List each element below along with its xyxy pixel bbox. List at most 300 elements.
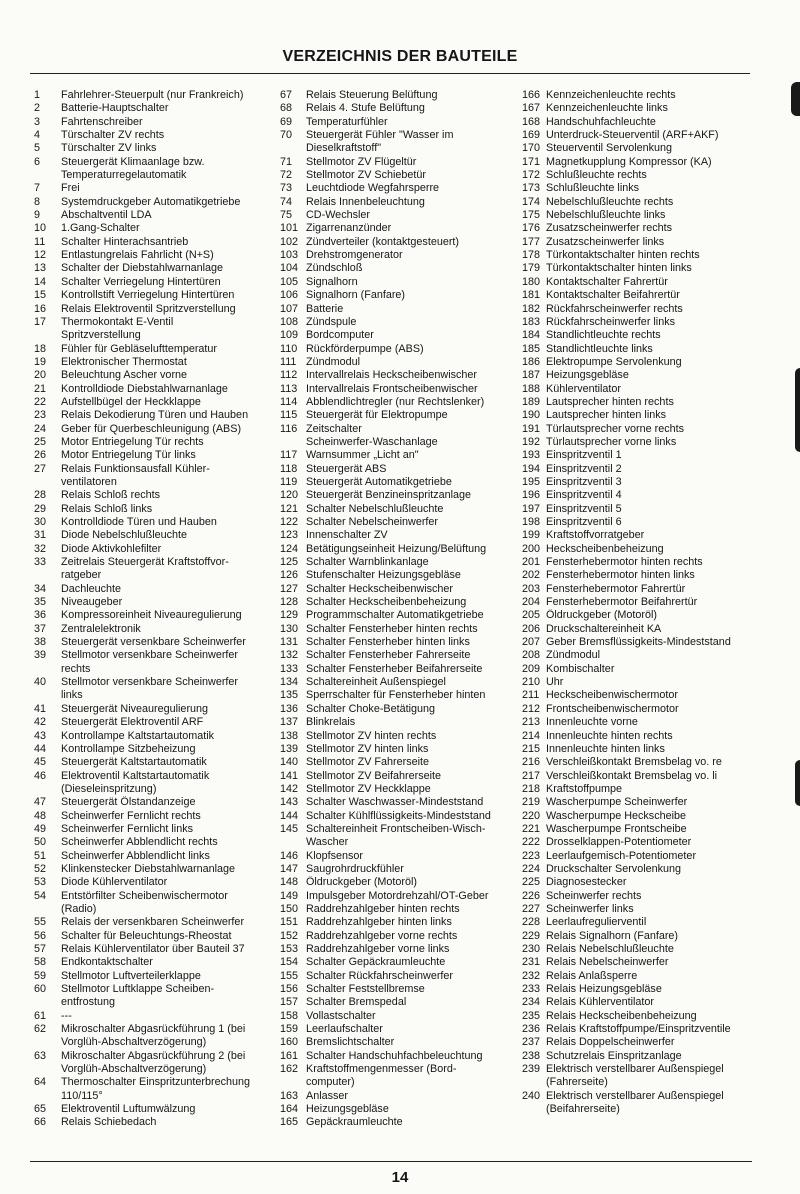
part-label: Einspritzventil 4 [546,489,622,502]
part-label: rechts [61,662,91,675]
part-entry [522,970,784,983]
part-label: Schalter der Diebstahlwarnanlage [61,262,224,275]
parts-column-2 [280,89,526,1130]
part-number: 102 [280,235,299,248]
part-entry [522,543,784,556]
part-entry [280,636,526,649]
part-entry [34,129,282,142]
part-number: 223 [522,849,541,862]
part-label: Vorglüh-Abschaltverzögerung) [61,1036,207,1049]
part-number: 198 [522,516,541,528]
part-number: 122 [280,516,299,528]
part-entry [280,236,526,249]
part-entry [522,983,784,996]
part-label: Gepäckraumleuchte [306,1116,403,1129]
part-entry [522,222,784,235]
part-entry [280,1076,526,1089]
part-entry [280,1090,526,1103]
part-label: Mikroschalter Abgasrückführung 2 (bei [61,1049,246,1062]
part-entry [34,1116,282,1129]
part-number: 210 [522,676,541,689]
part-number: 154 [280,956,299,969]
part-entry [522,1010,784,1023]
part-label: Innenleuchte hinten links [546,742,665,755]
part-label: Steuergerät Ölstandanzeige [61,796,196,809]
part-entry [34,489,282,502]
part-label: Steuergerät versenkbare Scheinwerfer [61,636,246,649]
part-label: Lautsprecher hinten links [546,409,667,422]
part-entry [522,209,784,222]
part-number: 71 [280,155,293,168]
part-label: Niveaugeber [61,596,123,609]
page-number: 14 [391,1169,409,1186]
part-number: 205 [522,609,541,622]
part-entry [522,156,784,169]
part-number: 53 [34,876,47,889]
part-number: 107 [280,302,299,315]
part-number: 25 [34,435,47,448]
part-entry [280,129,526,142]
part-number: 64 [34,1076,47,1089]
part-entry [522,236,784,249]
part-label: Scheinwerfer rechts [546,889,642,902]
part-label: ratgeber [61,569,102,582]
part-entry [34,983,282,996]
part-label: 1.Gang-Schalter [61,222,140,235]
part-number: 40 [34,676,47,689]
part-entry [34,102,282,115]
part-number: 68 [280,102,293,115]
part-number: 233 [522,983,541,996]
part-number: 46 [34,769,47,782]
part-label: Zigarrenanzünder [306,222,392,235]
part-entry [34,463,282,476]
part-entry [522,343,784,356]
part-entry [522,1090,784,1103]
part-label: Schalter Heckscheibenbeheizung [306,596,467,609]
part-number: 17 [34,315,47,328]
part-entry [522,476,784,489]
part-number [34,783,61,796]
part-number: 22 [34,395,47,408]
part-number: 237 [522,1036,541,1049]
part-label: Schalter für Beleuchtungs-Rheostat [61,929,232,942]
part-number: 128 [280,596,299,609]
part-label: Motor Entriegelung Tür links [61,449,196,462]
part-number: 151 [280,916,299,929]
part-number: 137 [280,716,299,729]
part-entry [522,569,784,582]
part-label: entfrostung [61,996,116,1009]
part-entry [280,1116,526,1129]
part-entry [522,449,784,462]
part-entry [34,970,282,983]
part-label: Anlasser [306,1089,349,1102]
part-entry [280,783,526,796]
part-number: 152 [280,929,299,942]
part-number: 10 [34,222,47,235]
part-label: Diagnosestecker [546,876,627,889]
part-label: Diode Kühlerventilator [61,876,168,889]
part-number: 215 [522,742,541,755]
part-entry [280,156,526,169]
part-number: 189 [522,395,541,408]
part-entry [34,316,282,329]
part-label: Programmschalter Automatikgetriebe [306,609,484,622]
part-entry [522,703,784,716]
part-entry [280,996,526,1009]
part-label: Stellmotor Luftklappe Scheiben- [61,983,215,996]
part-entry [34,1103,282,1116]
part-label: Steuergerät ABS [306,462,387,475]
part-label: Stellmotor ZV Schiebetür [306,169,427,182]
part-number: 44 [34,742,47,755]
part-label: Thermoschalter Einspritzunterbrechung [61,1076,251,1089]
part-label: Diode Aktivkohlefilter [61,542,162,555]
part-number: 234 [522,996,541,1009]
part-number: 43 [34,729,47,742]
part-label: Kontrolldiode Türen und Hauben [61,516,217,528]
part-number: 132 [280,649,299,662]
part-label: Relais Innenbeleuchtung [306,195,425,208]
part-number: 105 [280,275,299,288]
part-entry [280,970,526,983]
part-number: 180 [522,275,541,288]
part-label: Steuergerät Kaltstartautomatik [61,756,207,769]
part-label: Schalter Handschuhfachbeleuchtung [306,1049,483,1062]
part-number: 239 [522,1063,541,1076]
binding-mark [791,82,800,116]
part-label: Stellmotor ZV Fahrerseite [306,756,430,769]
part-number: 170 [522,142,541,155]
part-entry [280,716,526,729]
part-label: Motor Entriegelung Tür rechts [61,435,204,448]
part-label: Stellmotor Luftverteilerklappe [61,969,201,982]
part-label: (Radio) [61,902,97,915]
part-entry [522,810,784,823]
part-number: 211 [522,689,540,702]
part-entry [34,343,282,356]
part-entry [34,956,282,969]
part-label: Rückfahrscheinwerfer rechts [546,302,683,315]
part-entry [280,649,526,662]
part-label: Schalter Verriegelung Hintertüren [61,275,221,288]
part-entry [34,142,282,155]
part-number: 14 [34,275,47,288]
part-entry [280,209,526,222]
part-label: Relais Doppelscheinwerfer [546,1036,675,1049]
part-label: Scheinwerfer-Waschanlage [306,435,438,448]
part-entry [522,303,784,316]
part-number: 26 [34,449,47,462]
part-number: 51 [34,849,47,862]
part-entry [34,303,282,316]
part-label: Drosselklappen-Potentiometer [546,836,692,849]
part-entry [280,890,526,903]
part-number: 222 [522,836,541,849]
part-number: 27 [34,462,47,475]
part-entry [522,516,784,529]
part-entry [522,503,784,516]
part-label: Stellmotor ZV Beifahrerseite [306,769,442,782]
part-number: 185 [522,342,541,355]
part-entry [34,529,282,542]
part-entry [280,529,526,542]
part-entry [522,956,784,969]
part-label: Scheinwerfer Abblendlicht links [61,849,210,862]
part-label: Drehstromgenerator [306,249,403,262]
part-number: 227 [522,902,541,915]
part-number: 221 [522,822,541,835]
part-number: 12 [34,249,47,262]
part-entry [280,983,526,996]
part-number: 219 [522,796,541,809]
part-label: Einspritzventil 3 [546,475,622,488]
part-entry [34,703,282,716]
part-entry [280,423,526,436]
part-number: 115 [280,409,298,422]
part-label: Elektroventil Luftumwälzung [61,1103,196,1116]
part-number [34,996,61,1009]
part-entry [522,102,784,115]
part-number: 59 [34,969,47,982]
top-rule [30,73,750,74]
part-number [34,1063,61,1076]
part-entry [522,489,784,502]
part-entry [34,756,282,769]
part-entry [280,943,526,956]
part-number: 28 [34,489,47,502]
part-number: 61 [34,1009,47,1022]
part-label: Stufenschalter Heizungsgebläse [306,569,461,582]
part-entry [34,289,282,302]
part-label: Stellmotor versenkbare Scheinwerfer [61,649,239,662]
part-number [34,1090,61,1103]
part-label: Einspritzventil 6 [546,516,622,528]
part-label: Thermokontakt E-Ventil [61,315,174,328]
part-number: 165 [280,1116,299,1129]
part-number: 181 [522,289,541,302]
part-label: Raddrehzahlgeber vorne rechts [306,929,458,942]
part-label: Elektropumpe Servolenkung [546,355,682,368]
part-label: Raddrehzahlgeber hinten rechts [306,902,460,915]
part-number: 13 [34,262,47,275]
part-label: Leerlaufschalter [306,1023,383,1036]
part-number: 195 [522,475,541,488]
part-entry [34,396,282,409]
part-label: Relais Heckscheibenbeheizung [546,1009,697,1022]
part-number: 35 [34,596,47,609]
part-label: Temperaturfühler [306,115,388,128]
part-entry [522,916,784,929]
part-number: 112 [280,369,298,382]
part-number: 55 [34,916,47,929]
part-entry [522,169,784,182]
part-label: Fensterhebermotor hinten links [546,569,695,582]
part-entry [34,996,282,1009]
part-entry [522,836,784,849]
part-entry [522,996,784,1009]
part-entry [280,196,526,209]
part-entry [522,463,784,476]
part-entry [522,276,784,289]
part-number: 21 [34,382,47,395]
part-entry [280,596,526,609]
part-label: Kontrollampe Kaltstartautomatik [61,729,215,742]
part-entry [522,196,784,209]
part-number: 58 [34,956,47,969]
part-entry [280,489,526,502]
part-number: 29 [34,502,47,515]
part-label: Relais Funktionsausfall Kühler- [61,462,210,475]
part-entry [522,583,784,596]
part-label: Schalter Feststellbremse [306,983,425,996]
part-number: 166 [522,89,541,101]
part-label: ventilatoren [61,475,117,488]
part-label: Schalter Fensterheber hinten links [306,636,470,649]
part-label: Wascherpumpe Frontscheibe [546,822,687,835]
part-number: 197 [522,502,541,515]
binding-mark [795,368,800,452]
part-number: 101 [280,222,299,235]
part-entry [522,743,784,756]
part-label: Relais Signalhorn (Fanfare) [546,929,679,942]
part-number [34,1036,61,1049]
part-label: Einspritzventil 1 [546,449,622,462]
part-number: 240 [522,1089,541,1102]
part-label: Elektroventil Kaltstartautomatik [61,769,210,782]
part-label: Steuergerät Fühler "Wasser im [306,129,454,142]
part-label: Aufstellbügel der Heckklappe [61,395,201,408]
part-label: Zusatzscheinwerfer rechts [546,222,673,235]
part-label: Entlastungrelais Fahrlicht (N+S) [61,249,214,262]
part-entry [522,930,784,943]
part-number: 188 [522,382,541,395]
part-label: Steuergerät Automatikgetriebe [306,475,452,488]
part-label: Intervallrelais Frontscheibenwischer [306,382,478,395]
part-entry [280,369,526,382]
part-label: Bremslichtschalter [306,1036,395,1049]
part-number: 191 [522,422,541,435]
part-entry [280,743,526,756]
part-label: Heckscheibenbeheizung [546,542,664,555]
parts-column-3 [522,89,784,1116]
part-number: 224 [522,862,541,875]
part-entry [522,89,784,102]
bottom-rule [30,1161,752,1162]
part-number: 69 [280,115,293,128]
part-label: Zündverteiler (kontaktgesteuert) [306,235,460,248]
part-label: Frei [61,182,80,195]
part-number: 120 [280,489,299,502]
part-number: 238 [522,1049,541,1062]
part-label: Kennzeichenleuchte rechts [546,89,676,101]
part-label: Relais Kühlerventilator [546,996,655,1009]
part-entry [34,356,282,369]
part-number: 145 [280,822,299,835]
part-label: Standlichtleuchte links [546,342,653,355]
part-label: Systemdruckgeber Automatikgetriebe [61,195,241,208]
part-label: Saugrohrdruckfühler [306,862,404,875]
part-label: Blinkrelais [306,716,356,729]
part-label: links [61,689,83,702]
part-number: 108 [280,315,299,328]
part-entry [34,383,282,396]
part-number: 9 [34,209,41,222]
part-label: Relais Schloß rechts [61,489,161,502]
part-entry [280,396,526,409]
part-number: 36 [34,609,47,622]
part-number: 72 [280,169,293,182]
part-number: 184 [522,329,541,342]
part-number: 11 [34,235,46,248]
part-label: Rückfahrscheinwerfer links [546,315,676,328]
part-entry [522,423,784,436]
part-number [34,569,61,582]
part-number: 160 [280,1036,299,1049]
part-entry [522,1063,784,1076]
part-label: Fensterhebermotor Fahrertür [546,582,686,595]
part-entry [522,623,784,636]
part-label: Schalter Choke-Betätigung [306,702,436,715]
part-label: Zeitschalter [306,422,362,435]
part-entry [280,503,526,516]
part-number: 32 [34,542,47,555]
part-number: 220 [522,809,541,822]
part-entry [34,476,282,489]
part-label: Relais 4. Stufe Belüftung [306,102,425,115]
part-label: CD-Wechsler [306,209,370,222]
part-entry [34,583,282,596]
part-label: Leerlaufregulierventil [546,916,647,929]
part-number: 178 [522,249,541,262]
part-entry [34,209,282,222]
part-label: Zündschloß [306,262,363,275]
part-label: (Fahrerseite) [546,1076,608,1089]
part-number: 119 [280,475,298,488]
part-number [34,169,61,182]
part-entry [522,609,784,622]
part-number: 183 [522,315,541,328]
part-label: Kraftstoffmengenmesser (Bord- [306,1063,457,1076]
part-number: 139 [280,742,299,755]
part-number: 140 [280,756,299,769]
part-number [280,1076,306,1089]
part-label: Schalter Hinterachsantrieb [61,235,189,248]
part-number: 65 [34,1103,47,1116]
part-entry [522,396,784,409]
part-label: Abschaltventil LDA [61,209,152,222]
part-label: Diode Nebelschlußleuchte [61,529,188,542]
part-label: Bordcomputer [306,329,374,342]
part-entry [522,903,784,916]
part-number [280,436,306,449]
part-label: Heizungsgebläse [306,1103,389,1116]
part-entry [280,262,526,275]
part-number: 225 [522,876,541,889]
part-number: 232 [522,969,541,982]
part-label: Einspritzventil 2 [546,462,622,475]
part-label: Elektrisch verstellbarer Außenspiegel [546,1089,724,1102]
part-number: 60 [34,983,47,996]
part-label: Abblendlichtregler (nur Rechtslenker) [306,395,485,408]
part-entry [280,663,526,676]
part-number: 124 [280,542,299,555]
part-label: Stellmotor ZV Heckklappe [306,782,431,795]
part-label: Schalter Fensterheber Fahrerseite [306,649,471,662]
part-entry [280,142,526,155]
part-entry [34,409,282,422]
